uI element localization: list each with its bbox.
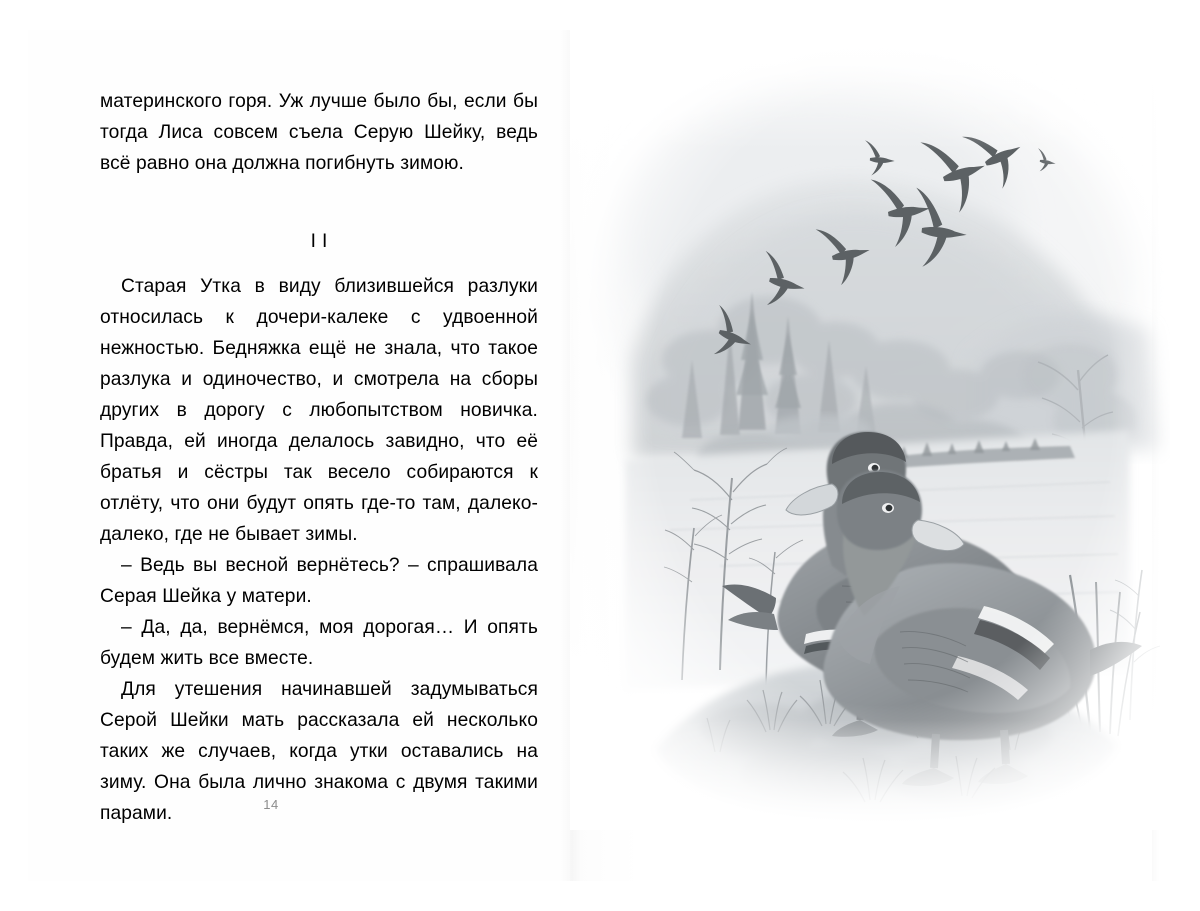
- spacer-before-chapter: [100, 179, 538, 226]
- text-column: [100, 86, 538, 829]
- paragraph-dialogue-question: – Ведь вы весной вернётесь? – спрашивала Серая Шейка у матери.: [100, 555, 538, 607]
- page-number: 14: [263, 797, 279, 812]
- paragraph-dialogue-answer: – Да, да, вернёмся, моя дорогая… И опять будем жить все вместе.: [100, 617, 538, 669]
- spacer-after-chapter: [100, 257, 538, 271]
- paragraph-continued-top: материнского горя. Уж лучше было бы, если бы тогда Лиса совсем съела Серую Шейку, ведь всё равно она должна погибнуть зимою.: [100, 91, 538, 174]
- two-ducks-by-the-lake-illustration: [570, 30, 1170, 830]
- paragraph-dlya-utesheniya: Для утешения начинавшей задумываться Серой Шейки мать рассказала ей несколько таких же случаев, когда утки оставались на зиму. Она была лично знакома с двумя такими парами.: [100, 679, 538, 824]
- paragraph-staraya-utka: Старая Утка в виду близившейся разлуки относилась к дочери-калеке с удвоенной нежностью. Бедняжка ещё не знала, что такое разлука и одиночество, и смотрела на сборы других в дорогу с любопытством новичка. Правда, ей иногда делалось завидно, что её братья и сёстры так весело собираются к отлёту, что они будут опять где-то там, далеко-далеко, где не бывает зимы.: [100, 276, 538, 545]
- chapter-heading: II: [310, 231, 334, 252]
